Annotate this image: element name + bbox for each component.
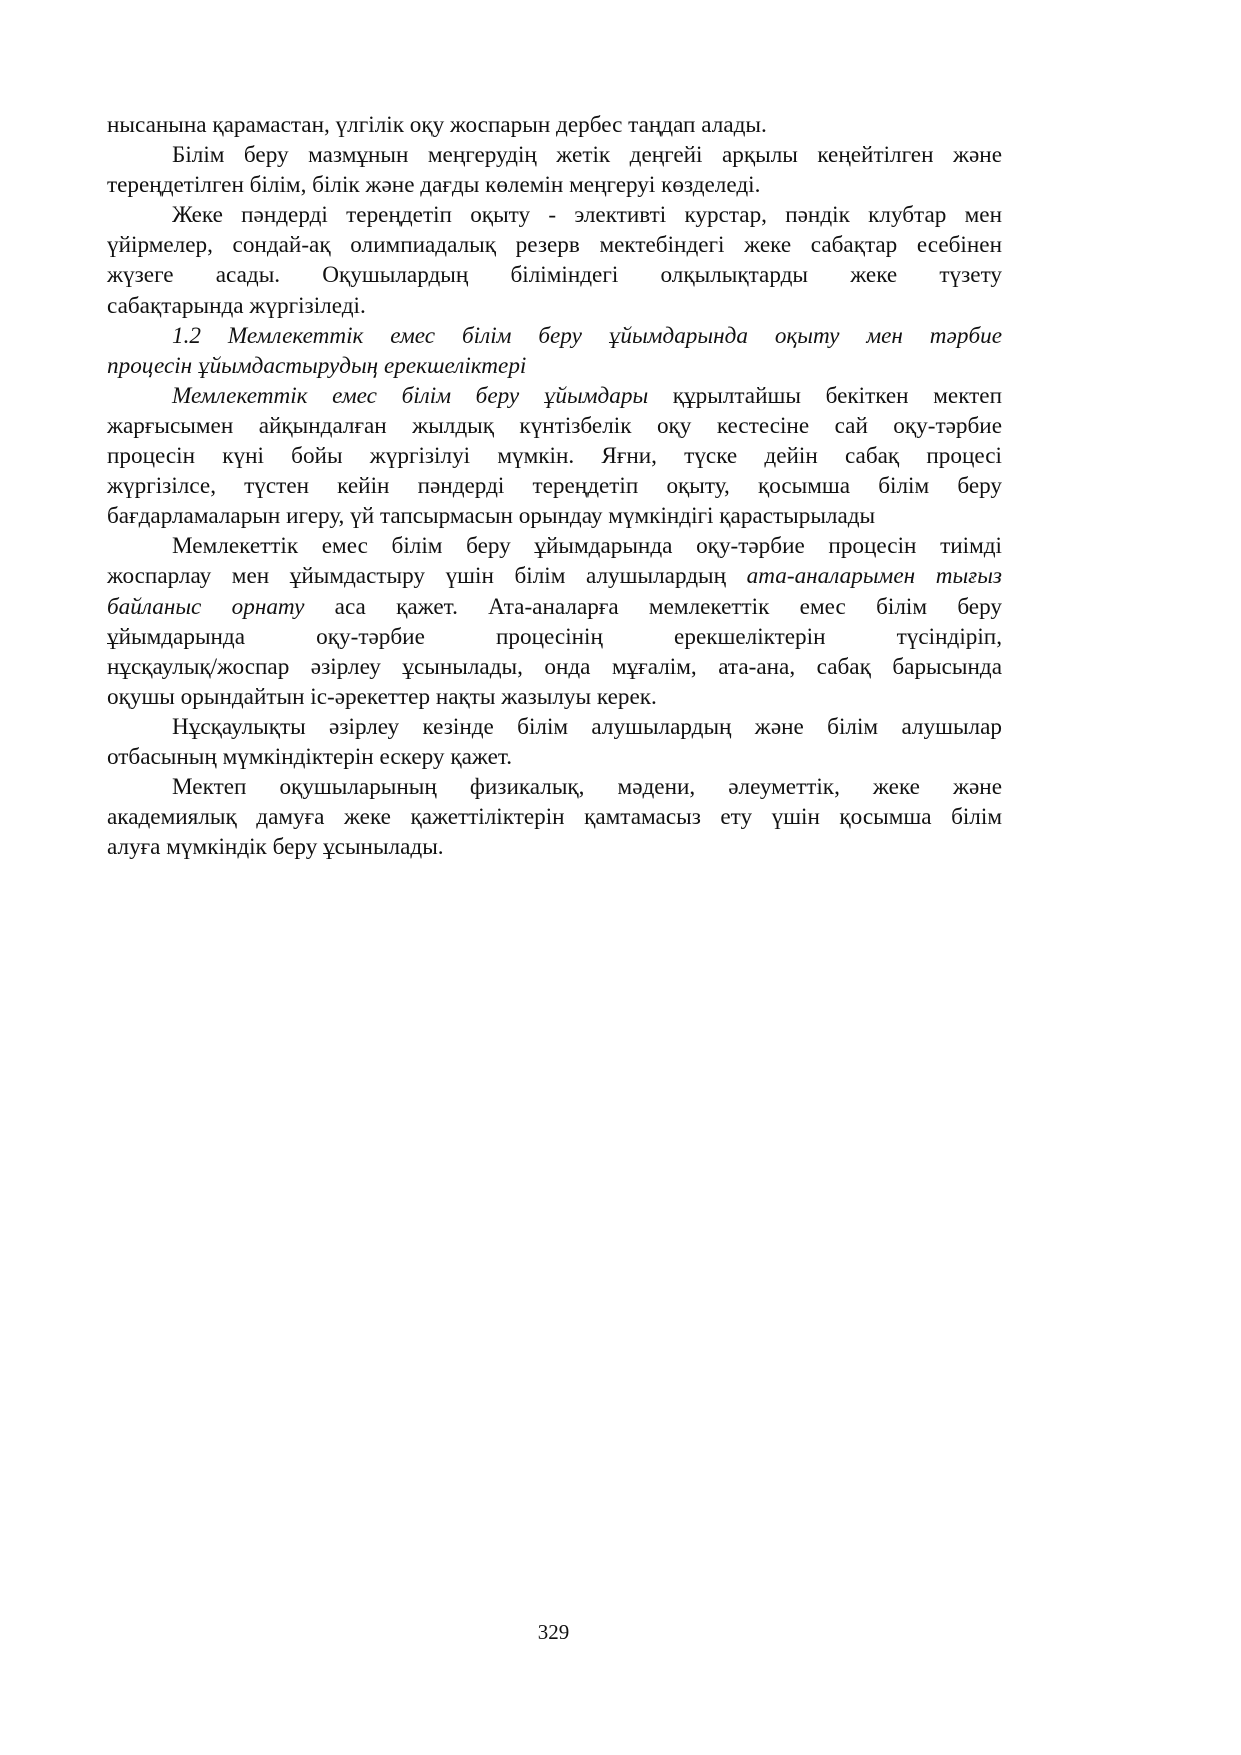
text-line: сабақтарында жүргізіледі. xyxy=(107,292,366,319)
section-heading: 1.2 Мемлекеттік емес білім беру ұйымдарында оқыту мен тәрбие xyxy=(172,322,1002,349)
text-line xyxy=(107,592,1002,622)
text-line: Нұсқаулықты әзірлеу кезінде білім алушылардың және білім алушылар xyxy=(172,713,1002,740)
text-line: Мектеп оқушыларының физикалық, мәдени, әлеуметтік, жеке және xyxy=(172,774,1002,801)
section-heading: процесін ұйымдастырудың ерекшеліктері xyxy=(107,352,527,379)
text-line: Білім беру мазмұнын меңгерудің жетік деңгейі арқылы кеңейтілген және xyxy=(172,142,1002,169)
text-line: жарғысымен айқындалған жылдық күнтізбелік оқу кестесіне сай оқу-тәрбие xyxy=(107,412,1002,439)
text-line: академиялық дамуға жеке қажеттіліктерін қамтамасыз ету үшін қосымша білім xyxy=(107,804,1002,831)
text-run: құрылтайшы бекіткен мектеп xyxy=(648,382,1002,409)
text-line xyxy=(107,561,1002,591)
text-line: алуға мүмкіндік беру ұсынылады. xyxy=(107,834,444,861)
text-line: Жеке пәндерді тереңдетіп оқыту - элективті курстар, пәндік клубтар мен xyxy=(172,202,1002,229)
italic-phrase: байланыс орнату xyxy=(107,593,305,620)
body-text xyxy=(107,110,1002,862)
text-line: тереңдетілген білім, білік және дағды көлемін меңгеруі көзделеді. xyxy=(107,172,761,199)
italic-phrase: ата-аналарымен тығыз xyxy=(746,563,1002,590)
text-line: оқушы орындайтын іс-әрекеттер нақты жазылуы керек. xyxy=(107,683,657,710)
text-line: Мемлекеттік емес білім беру ұйымдарында оқу-тәрбие процесін тиімді xyxy=(172,533,1002,560)
italic-phrase: Мемлекеттік емес білім беру ұйымдары xyxy=(172,382,649,409)
text-line: нысанына қарамастан, үлгілік оқу жоспарын дербес таңдап алады. xyxy=(107,112,767,138)
text-line xyxy=(107,381,1002,411)
text-line: бағдарламаларын игеру, үй тапсырмасын орындау мүмкіндігі қарастырылады xyxy=(107,503,876,530)
text-line: нұсқаулық/жоспар әзірлеу ұсынылады, онда мұғалім, ата-ана, сабақ барысында xyxy=(107,653,1002,680)
text-line: процесін күні бойы жүргізілуі мүмкін. Яғни, түске дейін сабақ процесі xyxy=(107,443,1002,470)
text-line: отбасының мүмкіндіктерін ескеру қажет. xyxy=(107,743,513,770)
text-line: жүзеге асады. Оқушылардың біліміндегі олқылықтарды жеке түзету xyxy=(107,262,1002,289)
text-line: жүргізілсе, түстен кейін пәндерді тереңдетіп оқыту, қосымша білім беру xyxy=(107,473,1002,500)
text-run: аса қажет. Ата-аналарға мемлекеттік емес білім беру xyxy=(304,593,1002,620)
text-run: жоспарлау мен ұйымдастыру үшін білім алушылардың xyxy=(107,563,747,590)
text-line: ұйымдарында оқу-тәрбие процесінің ерекшеліктерін түсіндіріп, xyxy=(107,623,1002,650)
page-number: 329 xyxy=(537,1620,570,1644)
text-line: үйірмелер, сондай-ақ олимпиадалық резерв мектебіндегі жеке сабақтар есебінен xyxy=(107,232,1002,259)
